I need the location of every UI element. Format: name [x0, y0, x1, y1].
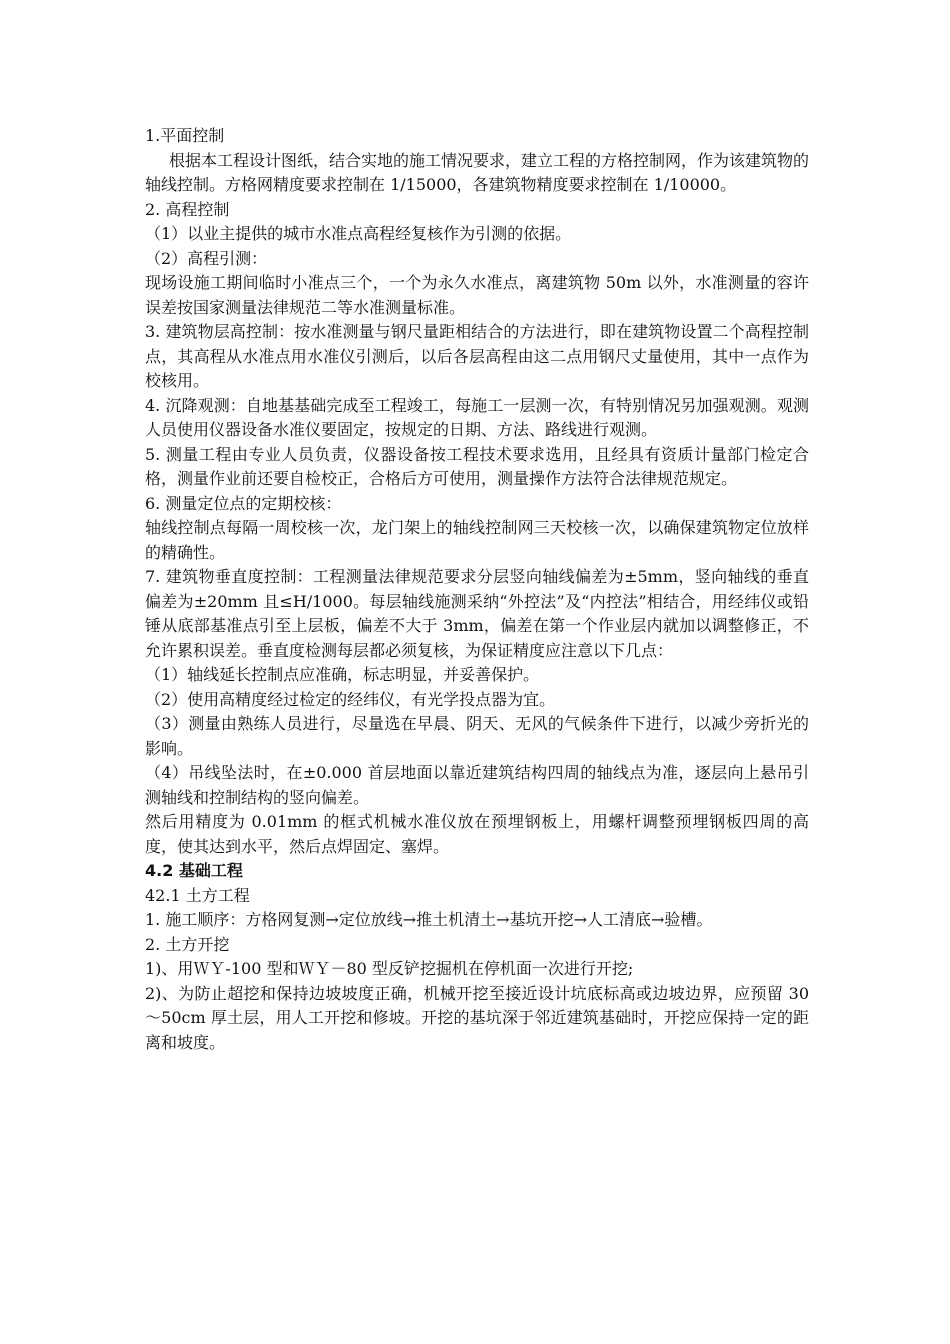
section-heading-elevation-control: 2. 高程控制 [145, 199, 230, 219]
paragraph-survey-personnel: 5. 测量工程由专业人员负责，仪器设备按工程技术要求选用，且经具有资质计量部门检定合格，测量作业前还要自检校正，合格后方可使用，测量操作方法符合法律规范规定。 [145, 444, 809, 488]
list-item-verticality-2: （2）使用高精度经过检定的经纬仪，有光学投点器为宜。 [145, 689, 556, 709]
document-body [145, 124, 809, 1055]
section-heading-foundation: 4.2 基础工程 [145, 861, 243, 880]
subsection-heading-earthwork: 42.1 土方工程 [145, 885, 250, 905]
list-item-verticality-1: （1）轴线延长控制点应准确，标志明显，并妥善保护。 [145, 665, 540, 684]
list-item-verticality-4: （4）吊线坠法时，在±0.000 首层地面以靠近建筑结构四周的轴线点为准，逐层向上悬吊引测轴线和控制结构的竖向偏差。 [145, 763, 809, 807]
paragraph-construction-sequence: 1. 施工顺序：方格网复测→定位放线→推土机清土→基坑开挖→人工清底→验槽。 [145, 910, 713, 929]
paragraph-level-adjustment: 然后用精度为 0.01mm 的框式机械水准仪放在预埋钢板上，用螺杆调整预埋钢板四周的高度，使其达到水平，然后点焊固定、塞焊。 [145, 812, 809, 856]
paragraph-floor-height-control: 3. 建筑物层高控制：按水准测量与钢尺量距相结合的方法进行，即在建筑物设置二个高程控制点，其高程从水准点用水准仪引测后，以后各层高程由这二点用钢尺丈量使用，其中一点作为校核用。 [145, 322, 809, 390]
list-item-elevation-2: （2）高程引测： [145, 248, 268, 268]
paragraph-periodic-check-body: 轴线控制点每隔一周校核一次，龙门架上的轴线控制网三天校核一次，以确保建筑物定位放样的精确性。 [145, 518, 809, 562]
subsection-heading-excavation: 2. 土方开挖 [145, 934, 230, 954]
paragraph-verticality-control: 7. 建筑物垂直度控制：工程测量法律规范要求分层竖向轴线偏差为±5mm，竖向轴线的垂直偏差为±20mm 且≤H/1000。每层轴线施测采纳“外控法”及“内控法”相结合，用经纬仪或铅锤从底部基准点引至上层板，偏差不大于 3mm，偏差在第一个作业层内就加以调整修正，不允许累积误差。垂直度检测每层都必须复核，为保证精度应注意以下几点： [145, 567, 809, 660]
section-heading-plane-control: 1.平面控制 [145, 126, 225, 145]
list-item-excavation-1: 1)、用ＷＹ-100 型和ＷＹ－80 型反铲挖掘机在停机面一次进行开挖; [145, 959, 634, 978]
paragraph-settlement-observation: 4. 沉降观测：自地基基础完成至工程竣工，每施工一层测一次，有特别情况另加强观测。观测人员使用仪器设备水准仪要固定，按规定的日期、方法、路线进行观测。 [145, 395, 809, 439]
list-item-verticality-3: （3）测量由熟练人员进行，尽量选在早晨、阴天、无风的气候条件下进行，以减少旁折光的影响。 [145, 714, 809, 758]
paragraph-periodic-check-heading: 6. 测量定位点的定期校核： [145, 493, 342, 513]
paragraph-benchmark-setup: 现场设施工期间临时小准点三个，一个为永久水准点，离建筑物 50m 以外，水准测量的容许误差按国家测量法律规范二等水准测量标准。 [145, 273, 809, 317]
list-item-elevation-1: （1）以业主提供的城市水准点高程经复核作为引测的依据。 [145, 224, 572, 243]
list-item-excavation-2: 2)、为防止超挖和保持边坡坡度正确，机械开挖至接近设计坑底标高或边坡边界，应预留 30～50cm 厚土层，用人工开挖和修坡。开挖的基坑深于邻近建筑基础时，开挖应保持一定的距离和坡度。 [145, 983, 809, 1052]
paragraph-plane-control-body: 根据本工程设计图纸，结合实地的施工情况要求，建立工程的方格控制网，作为该建筑物的轴线控制。方格网精度要求控制在 1/15000，各建筑物精度要求控制在 1/10000。 [145, 150, 810, 194]
